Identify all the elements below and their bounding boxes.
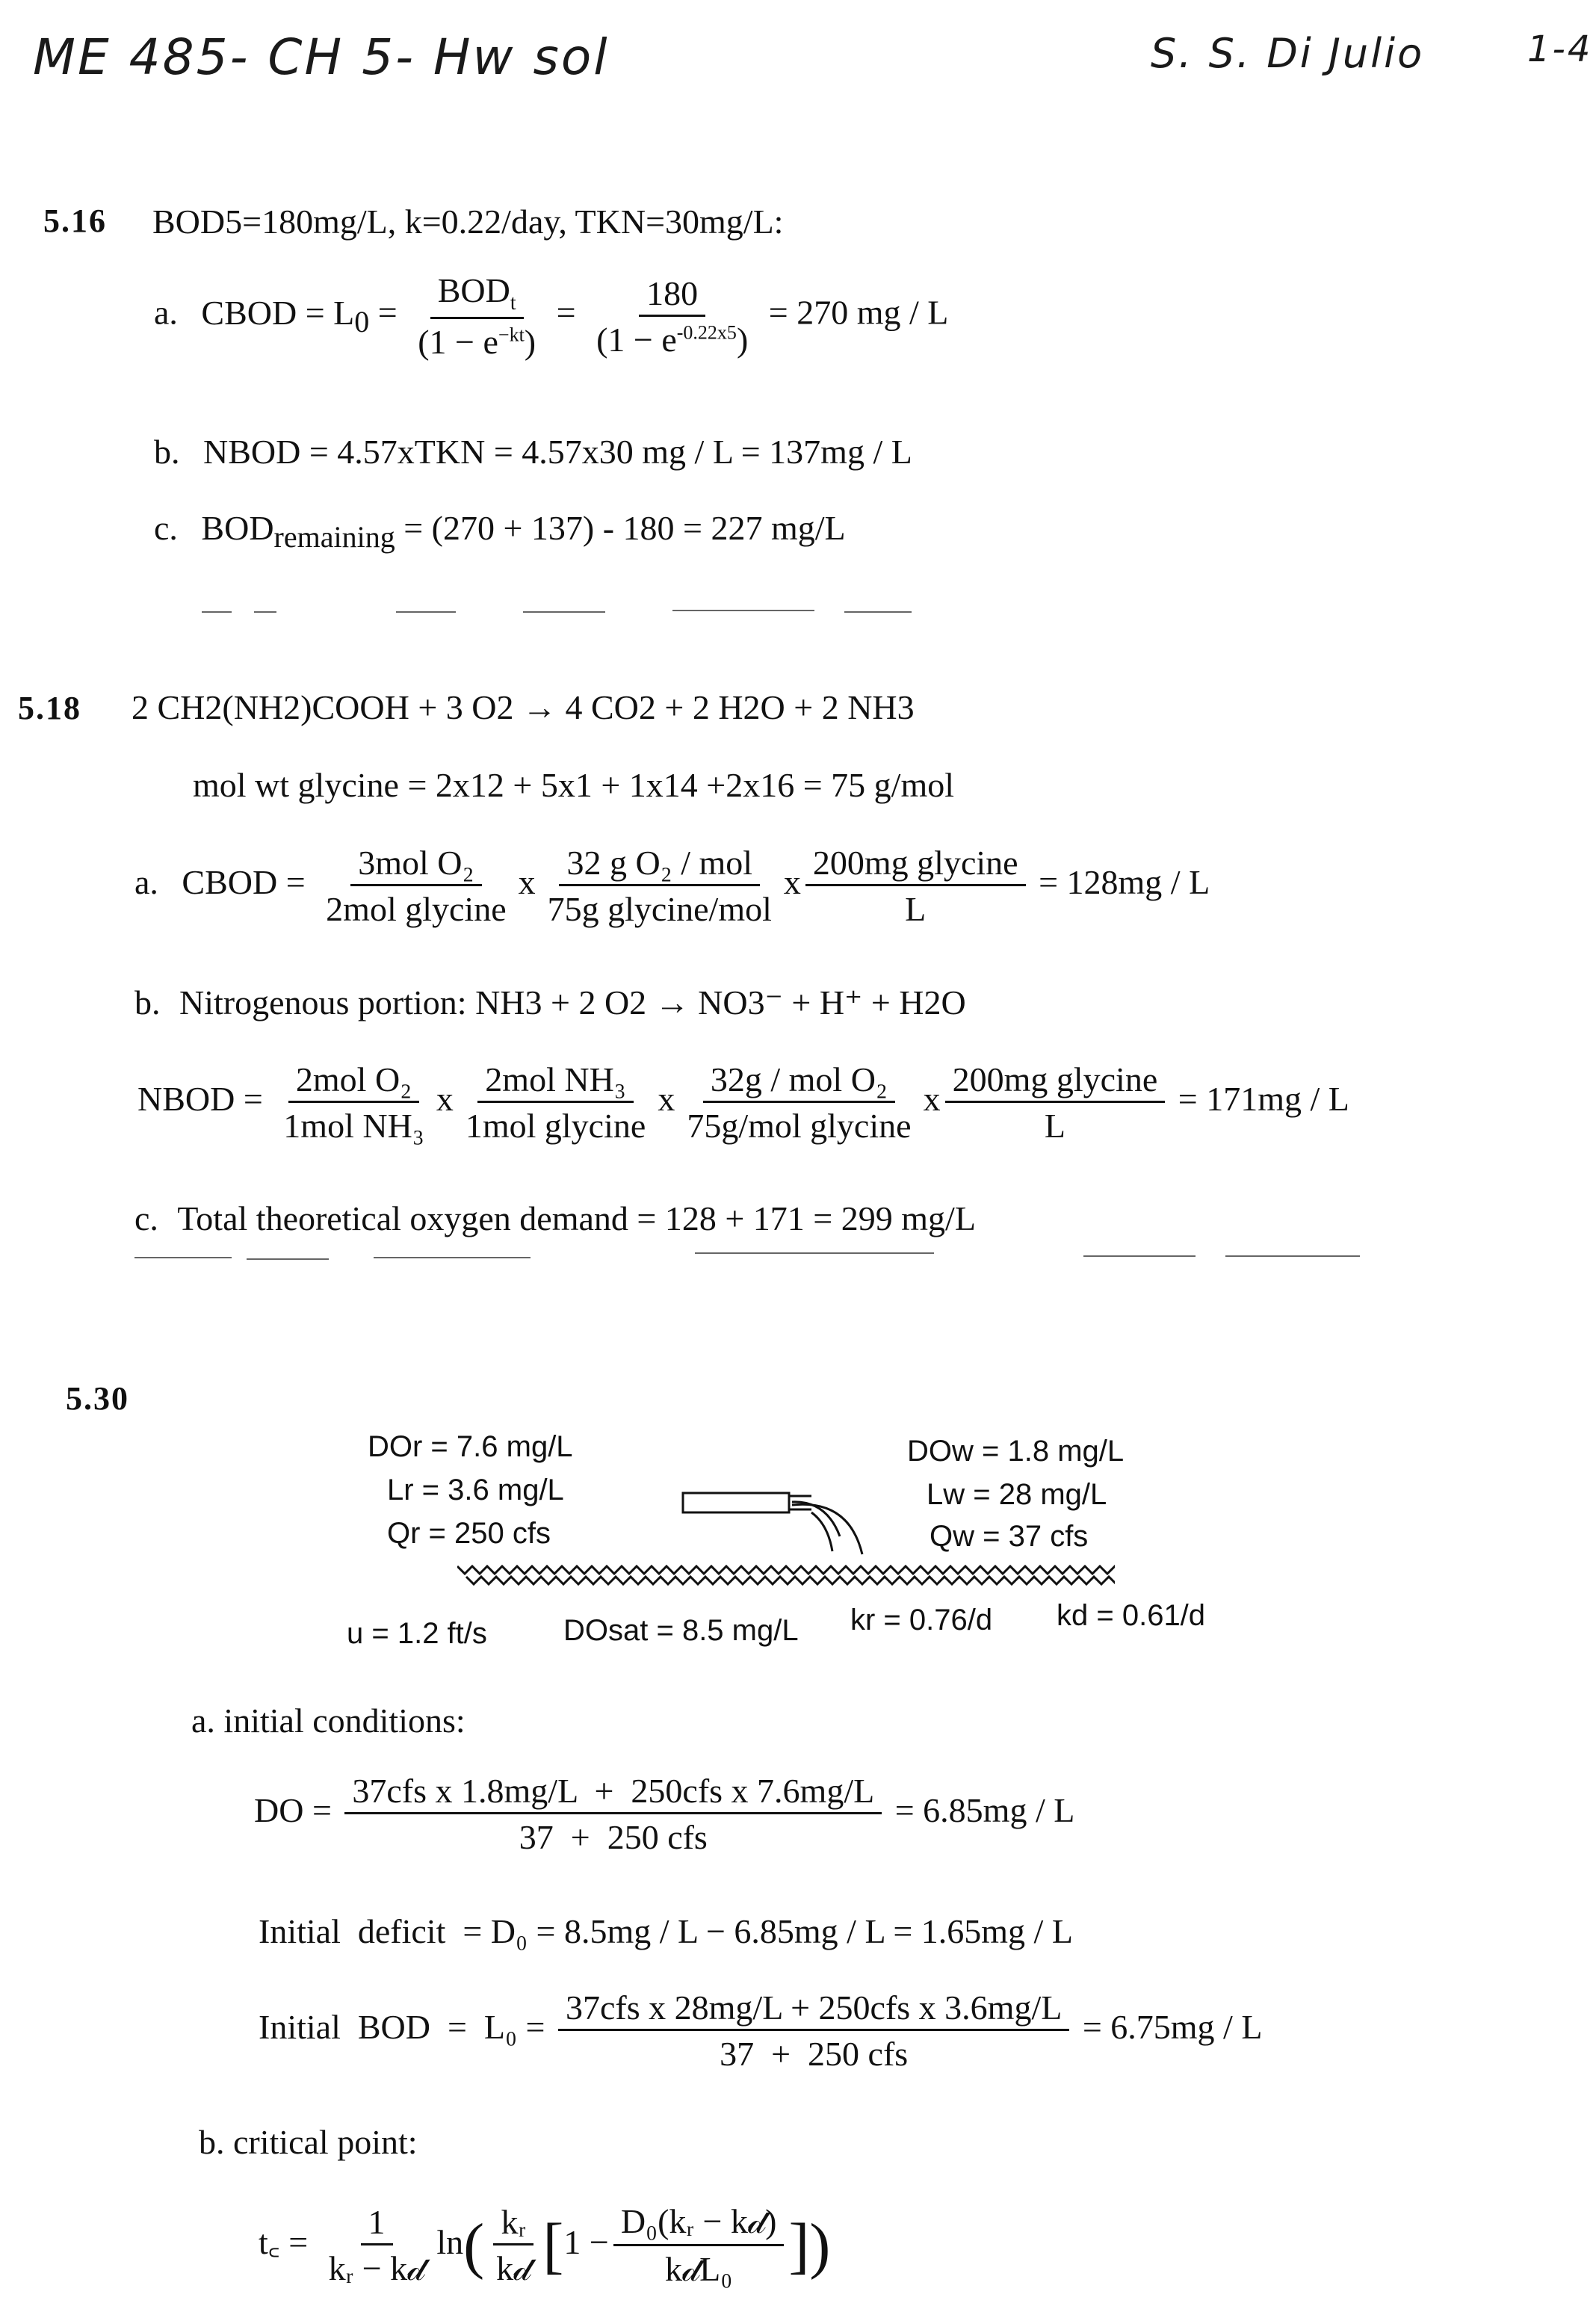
fraction-denominator: 37 + 250 cfs [519,1818,708,1856]
cbod-lhs: CBOD = [182,863,306,902]
equals: = [377,293,398,332]
nbod-equation: NBOD = 4.57xTKN = 4.57x30 mg / L = 137mg / L [203,433,912,471]
times: x [658,1080,675,1119]
deoxygenation-rate: kd = 0.61/d [1057,1599,1206,1632]
fraction-rate-ratio [489,2202,538,2290]
problem-5-18-part-b [134,982,966,1022]
problem-5-30-part-b-heading: b. critical point: [199,2123,418,2161]
cbod-result: = 270 mg / L [768,293,949,332]
divider-dashes [134,1257,232,1258]
tc-lhs: t꜀ = [259,2223,309,2262]
header-course: ME 485- CH 5- Hw sol [33,28,610,86]
fraction-deficit-term [613,2201,785,2290]
problem-number-5-18: 5.18 [18,690,81,726]
fraction-mixed-bod [558,1988,1069,2074]
waste-flow: Qw = 37 cfs [930,1520,1089,1553]
subscript: remaining [273,520,395,554]
part-label: c. [134,1199,158,1237]
problem-5-16-given: BOD5=180mg/L, k=0.22/day, TKN=30mg/L: [152,203,784,241]
divider-dashes [1225,1255,1360,1257]
part-label: b. [134,983,161,1021]
bod-result: = 6.75mg / L [1082,2008,1263,2047]
fraction-nh3-per-glycine [458,1060,653,1146]
outfall-pipe-icon [680,1480,889,1562]
fraction-denominator: 2mol glycine [326,890,507,928]
do-lhs: DO = [254,1791,332,1830]
divider-dashes [844,611,912,613]
part-label: a. [134,863,158,902]
header-page: 1-4 [1527,28,1593,70]
problem-5-16-part-a [154,271,948,362]
problem-5-18-molwt: mol wt glycine = 2x12 + 5x1 + 1x14 +2x16 = 75 g/mol [193,766,955,804]
fraction-numerator: 37cfs x 1.8mg/L + 250cfs x 7.6mg/L [344,1771,882,1814]
fraction-denominator: 37 + 250 cfs [720,2035,909,2073]
times: x [783,863,801,902]
paren-open-icon: ( [463,2211,485,2281]
paren-close: ) [524,323,536,362]
waste-do: DOw = 1.8 mg/L [907,1435,1125,1468]
nbod-lhs: NBOD = [137,1080,263,1119]
bracket-open-icon: [ [542,2211,564,2281]
problem-5-16-part-b [154,432,912,472]
problem-5-18-nbod [137,1060,1349,1146]
fraction-numerator: 2mol NH₃ [477,1060,634,1103]
fraction-denominator: 75g/mol glycine [687,1107,912,1145]
part-label: c. [154,509,178,547]
fraction-denominator: k𝒹 [496,2249,531,2287]
superscript: −kt [498,324,525,346]
fraction-mol-o2-per-glycine [318,843,513,929]
part-label: a. [154,293,178,332]
fraction-denominator: L [1044,1107,1065,1145]
fraction-mixed-do [344,1771,882,1857]
fraction-glycine-conc [945,1060,1166,1146]
paren-close-icon: ) [809,2211,831,2281]
divider-dashes [396,611,456,613]
do-result: = 6.85mg / L [894,1791,1075,1830]
fraction-glycine-conc [805,843,1026,929]
fraction-denominator: kᵣ − k𝒹 [328,2249,425,2287]
fraction-180-over-exp [589,273,755,359]
river-flow: Qr = 250 cfs [387,1517,551,1550]
nbod-result: = 171mg / L [1178,1080,1349,1119]
fraction-numerator: 32g / mol O₂ [703,1060,895,1103]
fraction-numerator: 1 [361,2202,393,2245]
reaeration-rate: kr = 0.76/d [850,1604,993,1636]
divider-dashes [254,611,276,613]
equals: = [556,293,576,332]
waste-bod: Lw = 28 mg/L [927,1478,1107,1511]
divider-dashes [374,1257,531,1258]
river-bod: Lr = 3.6 mg/L [387,1474,564,1506]
fraction-numerator: 37cfs x 28mg/L + 250cfs x 3.6mg/L [558,1988,1069,2031]
critical-time-equation [259,2201,830,2290]
times: x [518,863,536,902]
fraction-mass-o2 [540,843,779,929]
paren-close: ) [736,320,749,359]
bod-lhs: Initial BOD = L₀ = [259,2008,545,2047]
fraction-numerator: 32 g O₂ / mol [559,843,760,886]
problem-5-18-part-a [134,843,1210,929]
part-label: b. [154,433,180,471]
problem-5-16-part-c [154,508,846,554]
divider-dashes [202,611,232,613]
header-author: S. S. Di Julio [1151,30,1425,77]
one-minus: 1 − [563,2223,609,2262]
fraction-denominator: 1mol NH₃ [283,1107,424,1145]
fraction-denominator: L [905,890,927,928]
fraction-one-over-rate-diff [321,2202,433,2290]
fraction-numerator: 180 [639,273,705,317]
nitrogenous-reaction: Nitrogenous portion: NH3 + 2 O2 → NO3⁻ + H⁺ + H2O [179,983,966,1021]
initial-deficit: Initial deficit = D₀ = 8.5mg / L − 6.85mg / L = 1.65mg / L [259,1912,1073,1950]
fraction-mass-o2 [679,1060,918,1146]
divider-dashes [523,611,605,613]
times: x [436,1080,454,1119]
river-do: DOr = 7.6 mg/L [368,1430,573,1463]
fraction-denominator: (1 − e [418,323,498,362]
problem-5-18-reaction: 2 CH2(NH2)COOH + 3 O2 → 4 CO2 + 2 H2O + 2 NH3 [132,688,915,726]
saturation-do: DOsat = 8.5 mg/L [563,1614,799,1647]
subscript: t [510,291,516,315]
fraction-denominator: 1mol glycine [465,1107,646,1145]
divider-dashes [247,1258,329,1260]
fraction-numerator: 2mol O₂ [288,1060,419,1103]
river-diagram [329,1420,1270,1650]
subscript: 0 [354,304,370,339]
divider-dashes [1083,1255,1196,1257]
fraction-numerator: D₀(kᵣ − k𝒹) [613,2201,785,2246]
problem-5-18-part-c [134,1199,976,1238]
fraction-numerator: kᵣ [493,2202,533,2245]
problem-5-30-part-a-heading: a. initial conditions: [191,1701,466,1740]
bod-remaining-rhs: = (270 + 137) - 180 = 227 mg/L [403,509,846,547]
divider-dashes [672,610,814,611]
fraction-o2-per-nh3 [276,1060,432,1146]
cbod-result: = 128mg / L [1039,863,1210,902]
problem-number-5-16: 5.16 [43,203,107,239]
divider-dashes [695,1252,934,1254]
initial-bod-equation [259,1988,1262,2074]
bod-remaining-lhs: BOD [201,509,274,547]
cbod-lhs: CBOD = L [201,293,355,332]
fraction-numerator: BOD [437,271,510,309]
fraction-numerator: 200mg glycine [805,843,1026,886]
fraction-numerator: 200mg glycine [945,1060,1166,1103]
river-water-icon [457,1560,1115,1598]
fraction-bod-over-exp [410,271,543,362]
fraction-denominator: k𝒹L₀ [664,2250,733,2288]
problem-number-5-30: 5.30 [66,1380,129,1417]
do-mixing-equation [254,1771,1074,1857]
fraction-numerator: 3mol O₂ [350,843,481,886]
superscript: -0.22x5 [676,321,737,344]
fraction-denominator: (1 − e [596,320,677,359]
bracket-close-icon: ] [788,2211,810,2281]
times: x [923,1080,941,1119]
fraction-denominator: 75g glycine/mol [547,890,772,928]
river-velocity: u = 1.2 ft/s [347,1617,487,1650]
total-oxygen-demand: Total theoretical oxygen demand = 128 + 171 = 299 mg/L [177,1199,976,1237]
natural-log: ln [436,2223,464,2262]
